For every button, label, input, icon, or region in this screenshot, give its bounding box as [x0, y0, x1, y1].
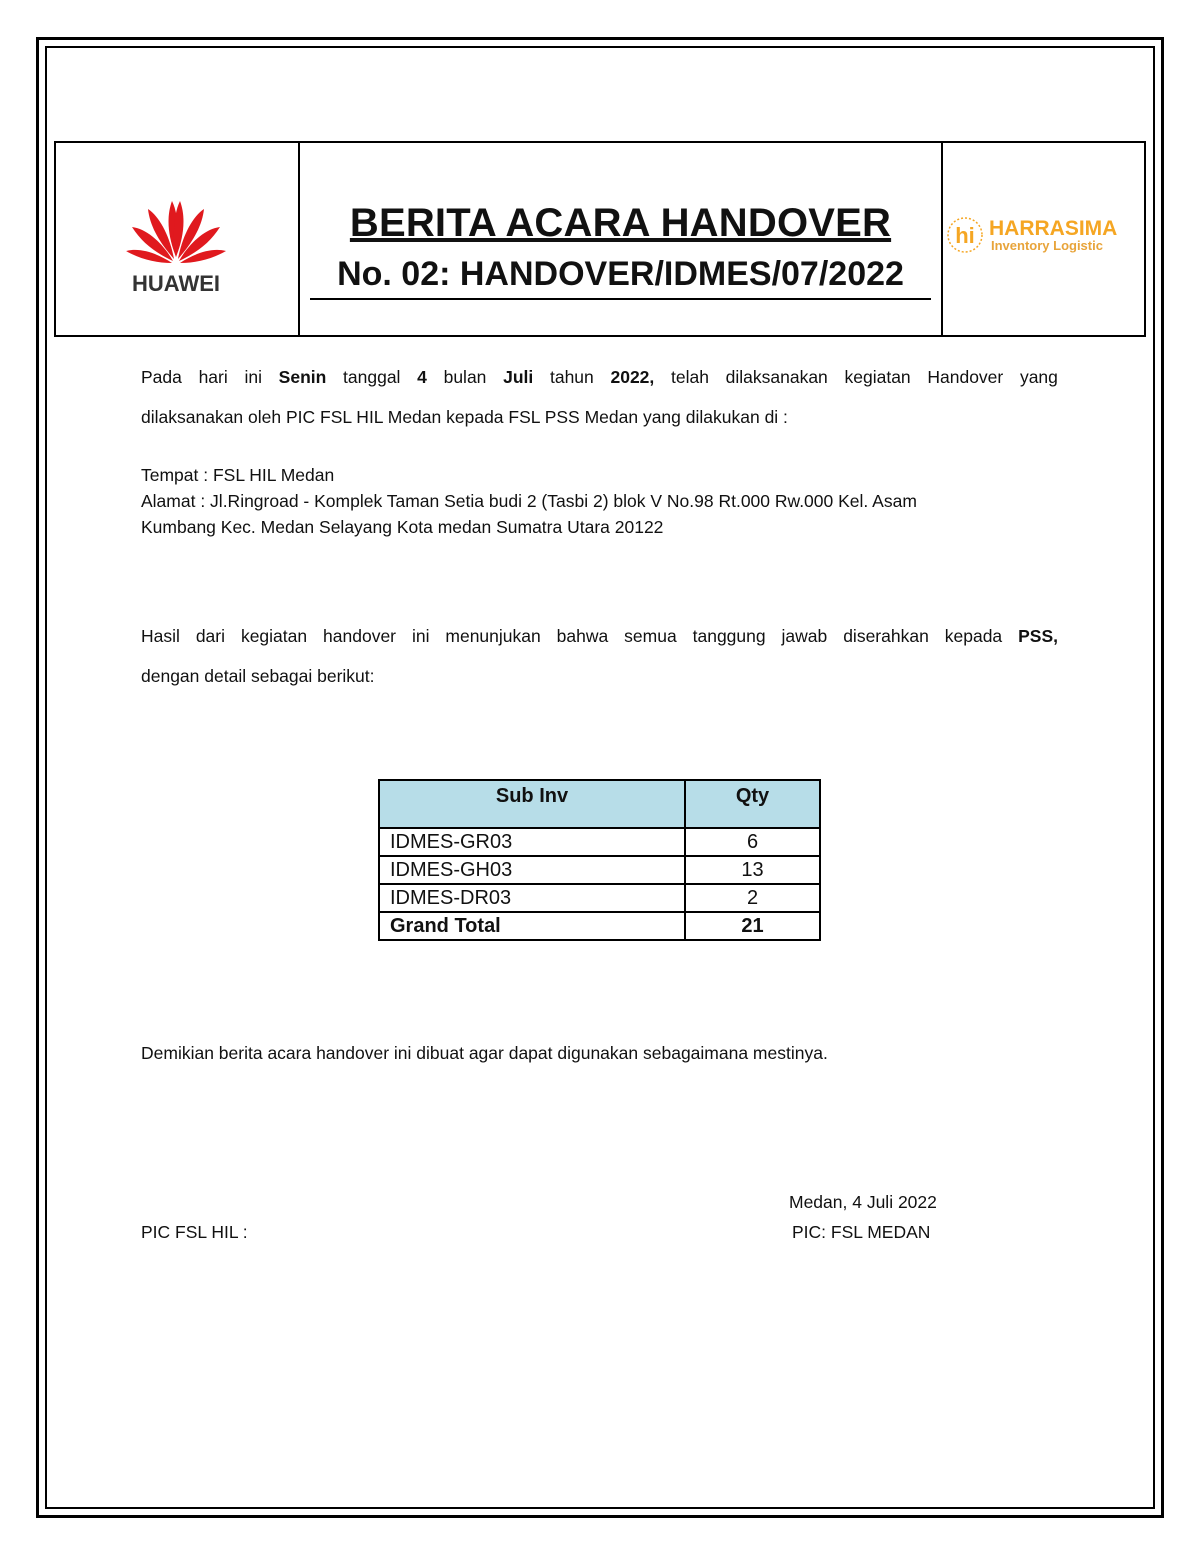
harrasima-name: HARRASIMA [989, 217, 1118, 240]
cell-qty: 2 [685, 884, 820, 912]
document-number: No. 02: HANDOVER/IDMES/07/2022 [310, 255, 931, 300]
table-total-row [379, 912, 820, 940]
table-header-row [379, 780, 820, 828]
header-right-cell [943, 143, 1144, 335]
closing-statement: Demikian berita acara handover ini dibuat agar dapat digunakan sebagaimana mestinya. [141, 1043, 828, 1063]
intro-line-1 [141, 357, 1058, 397]
signature-right-pic: PIC: FSL MEDAN [792, 1222, 931, 1242]
location-alamat-2: Kumbang Kec. Medan Selayang Kota medan Sumatra Utara 20122 [141, 517, 664, 537]
cell-sub-inv: IDMES-GR03 [379, 828, 685, 856]
harrasima-logo [945, 213, 1145, 257]
intro-month: Juli [503, 367, 534, 387]
harrasima-tagline: Inventory Logistic [991, 238, 1103, 253]
table-row [379, 828, 820, 856]
signature-left-pic: PIC FSL HIL : [141, 1222, 248, 1242]
intro-text: tanggal [343, 367, 401, 387]
cell-total-label: Grand Total [379, 912, 685, 940]
cell-qty: 13 [685, 856, 820, 884]
result-text: Hasil dari kegiatan handover ini menunjukan bahwa semua tanggung jawab diserahkan kepada [141, 626, 1003, 646]
location-alamat-1: Alamat : Jl.Ringroad - Komplek Taman Setia budi 2 (Tasbi 2) blok V No.98 Rt.000 Rw.000 Kel. Asam [141, 491, 917, 511]
intro-text: bulan [443, 367, 487, 387]
cell-qty: 6 [685, 828, 820, 856]
cell-total-qty: 21 [685, 912, 820, 940]
intro-date: 4 [417, 367, 427, 387]
result-line-1 [141, 616, 1058, 656]
huawei-logo-text: HUAWEI [132, 271, 220, 296]
header-left-cell [56, 143, 300, 335]
intro-line-2: dilaksanakan oleh PIC FSL HIL Medan kepada FSL PSS Medan yang dilakukan di : [141, 407, 788, 427]
signature-place-date: Medan, 4 Juli 2022 [789, 1192, 937, 1212]
intro-day: Senin [278, 367, 327, 387]
intro-year: 2022, [610, 367, 655, 387]
document-header [54, 141, 1146, 337]
table-row [379, 884, 820, 912]
huawei-petals-icon [126, 201, 226, 263]
result-line-2: dengan detail sebagai berikut: [141, 666, 375, 686]
intro-text: tahun [549, 367, 594, 387]
intro-text: telah dilaksanakan kegiatan Handover yang [670, 367, 1058, 387]
column-header-qty: Qty [685, 780, 820, 828]
column-header-sub-inv: Sub Inv [379, 780, 685, 828]
location-block [141, 462, 1058, 540]
document-title: BERITA ACARA HANDOVER [349, 201, 892, 245]
harrasima-mark: hi [955, 223, 975, 248]
result-bold: PSS, [1018, 626, 1058, 646]
cell-sub-inv: IDMES-GH03 [379, 856, 685, 884]
table-row [379, 856, 820, 884]
cell-sub-inv: IDMES-DR03 [379, 884, 685, 912]
location-tempat: Tempat : FSL HIL Medan [141, 465, 335, 485]
huawei-logo [116, 179, 236, 299]
header-title-cell [300, 143, 943, 335]
inventory-table [378, 779, 821, 941]
intro-text: Pada hari ini [141, 367, 262, 387]
